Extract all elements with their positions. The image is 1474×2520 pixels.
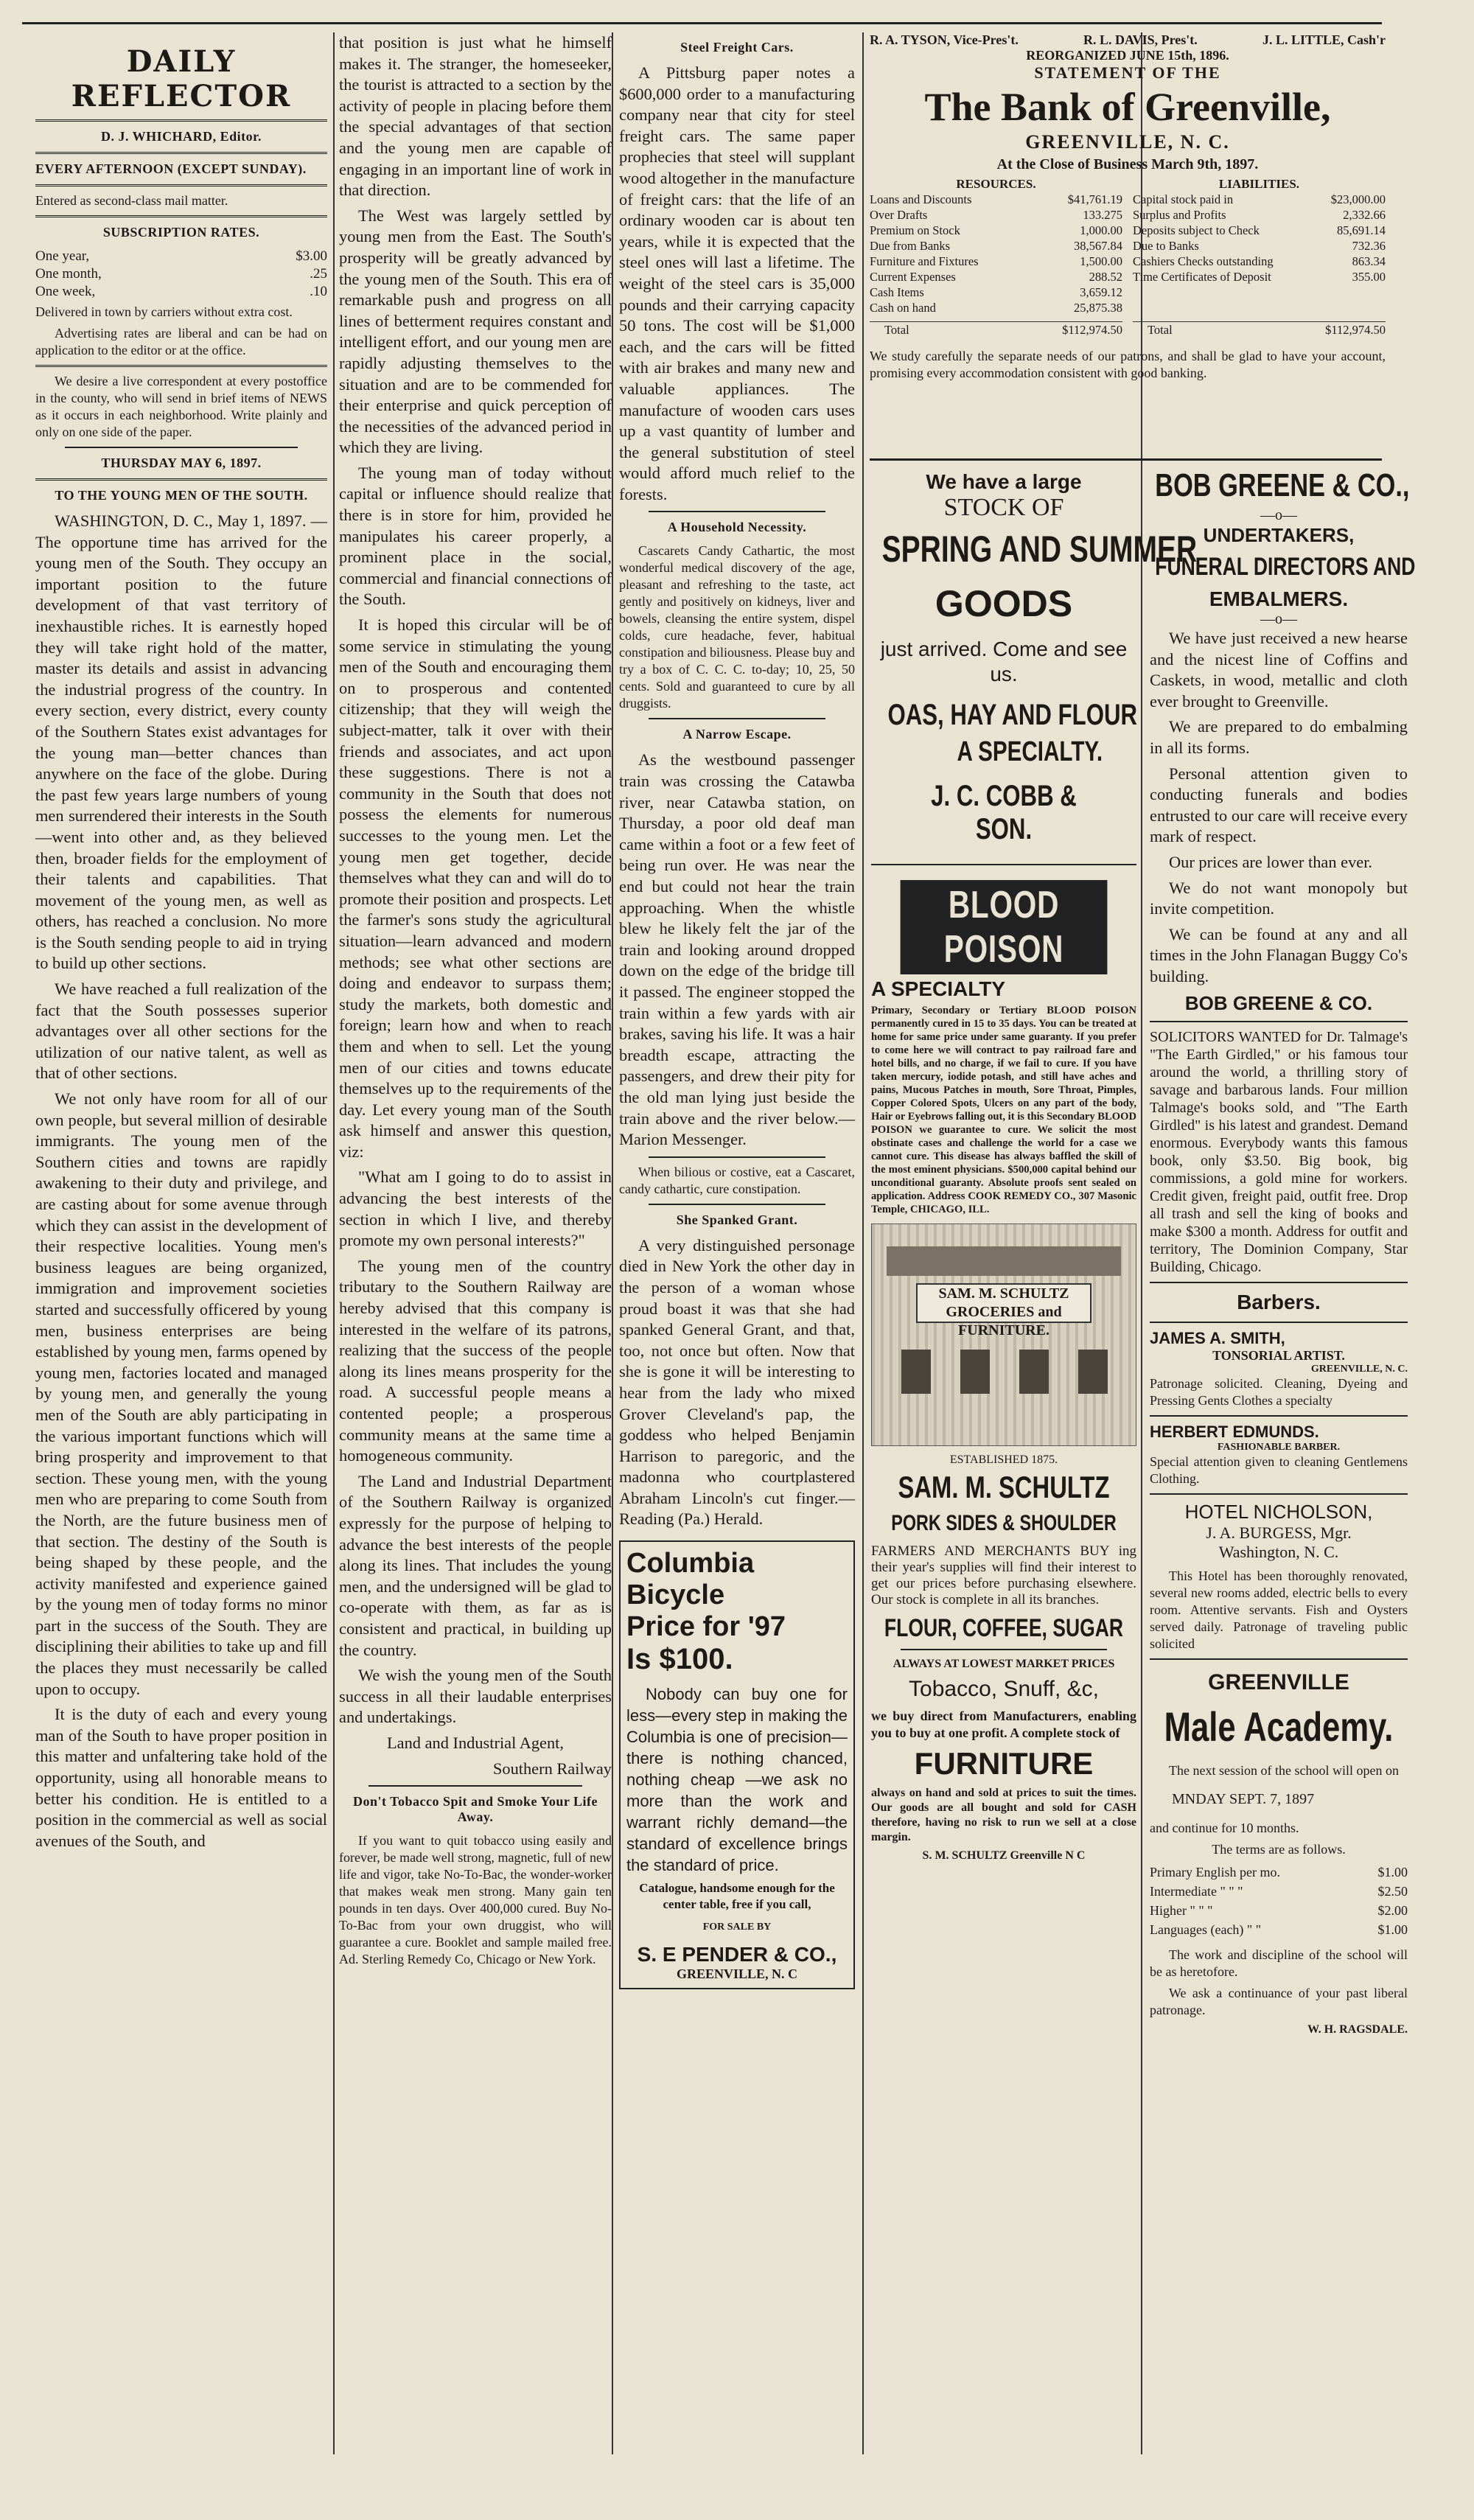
- edmunds-body: Special attention given to cleaning Gentlemens Clothing.: [1150, 1453, 1408, 1486]
- divider: [1150, 1021, 1408, 1022]
- greene-sub: FUNERAL DIRECTORS AND: [1155, 553, 1416, 581]
- edmunds-title: FASHIONABLE BARBER.: [1217, 1441, 1341, 1453]
- rate-row: One month, .25: [35, 266, 327, 282]
- bicycle-title: Columbia Bicycle: [626, 1548, 755, 1611]
- liabilities-table: [1133, 176, 1386, 338]
- schultz-furniture: FURNITURE: [914, 1746, 1094, 1781]
- schultz-always: ALWAYS AT LOWEST MARKET PRICES: [893, 1658, 1115, 1670]
- signature-line: Land and Industrial Agent,: [386, 1733, 565, 1752]
- article-paragraph: The West was largely settled by young men from the East. The South's prosperity will be greatly advanced by the young men of the South. This era of remarkable push and progress on all lines of betterment requires constant and intelligent effort, and our young men are rapidly adjusting themselves to the situation and are to be commended for their enterprise and quick perception of the necessities of the advanced period in which they are living.: [339, 206, 612, 457]
- divider: [35, 152, 327, 154]
- academy-date: MNDAY SEPT. 7, 1897: [1172, 1790, 1315, 1807]
- rates-heading: SUBSCRIPTION RATES.: [102, 225, 260, 240]
- schultz-direct: we buy direct from Manufacturers, enabling you to buy at one profit. A complete stock of: [871, 1708, 1136, 1740]
- academy-continue: and continue for 10 months.: [1150, 1820, 1299, 1835]
- column-2: [339, 32, 612, 2454]
- smith-title: TONSORIAL ARTIST.: [1212, 1347, 1345, 1363]
- blood-poison-ad: [871, 880, 1136, 1216]
- cobb-line: SPRING AND SUMMER: [881, 528, 1198, 570]
- ledger-row: Loans and Discounts $41,761.19: [870, 192, 1122, 206]
- bank-notice: We study carefully the separate needs of our patrons, and shall be glad to have your account, promising every accommodation consistent with good banking.: [870, 349, 1386, 380]
- divider: [1150, 1415, 1408, 1417]
- greene-paragraph: We can be found at any and all times in the John Flanagan Buggy Co's building.: [1150, 924, 1408, 985]
- column-4: [871, 464, 1198, 2454]
- article-paragraph: A Pittsburg paper notes a $600,000 order to a manufacturing company near that city for steel freight cars. The same paper prophecies that steel will supplant wood altogether in the manufacture of freight cars: that the life of an ordinary wooden car is about ten years, while it is expected that the steel ones will last a lifetime. The weight of the steel cars is 35,000 pounds and their carrying capacity 50 tons. The cost will be $1,000 each, and the cars will be fitted with air brakes and many new and valuable appliances. The manufacture of wooden cars uses up a vast quantity of lumber and the general substitution of steel would afford much relief to the forests.: [619, 63, 855, 503]
- bicycle-is: Is: [626, 1643, 652, 1676]
- article-paragraph: The Land and Industrial Department of the Southern Railway is organized expressly for the purpose of helping to advance the best interests of the people along its lines. That includes the young men, and the undersigned will be glad to co-operate with them, as far as is consistent and practical, in building up the country.: [339, 1471, 612, 1659]
- column-5: BOB GREENE & CO., —o— UNDERTAKERS, FUNERAL DIRECTORS AND EMBALMERS. —o— We have just received a new hearse and the nicest line of Coffins and Caskets, in wood, metallic and cloth ever brought to Greenville. We are prepared to do embalming in all its forms. Personal attention given to conducting funerals and bodies entrusted to our care will receive every mark of respect. Our prices are lower than ever. We do not want monopoly but invite competition. We can be found at any and all times in the John Flanagan Buggy Co's building. BOB GREENE & CO. SOLICITORS WANTED for Dr. Talmage's "The Earth Girdled," or his famous tour around the world, a thrilling story of savage and barbarous lands. Four million Talmage's books sold, and "The Earth Girdled" is his latest and grandest. Demand enormous. Everybody wants this famous book, only $3.50. Big book, big commissions, a gold mine for workers. Credit given, freight paid, outfit free. Drop all trash and sell the king of books and make $300 a month. Address for outfit and territory, The Dominion Company, Star Building, Chicago. Barbers. JAMES A. SMITH, TONSORIAL ARTIST. GREENVILLE, N. C. Patronage solicited. Cleaning, Dyeing and Pressing Gents Clothes a specialty HERBERT EDMUNDS. FASHIONABLE BARBER. Special attention given to cleaning Gentlemens Clothing. HOTEL NICHOLSON, J. A. BURGESS, Mgr. Washington, N. C. This Hotel has been thoroughly renovated, several new rooms added, electric bells to every room. Attentive servants. Fish and Oysters served daily. Patronage of traveling public solicited GREENVILLE Male Academy. The next session of the school will open on MNDAY SEPT. 7, 1897 and continue for 10 months. The terms are as follows. Primary English per mo. $1.00 Intermediate " " " $2.50 Higher " " " $2.00 Languages (each) " " $1.00 The work and discipline of the school will be as heretofore. We ask a continuance of your past liberal patronage. W. H. RAGSDALE.: [1150, 467, 1416, 2036]
- bank-vice-president: R. A. TYSON, Vice-Pres't.: [870, 32, 1019, 47]
- bank-ledger: [870, 176, 1386, 338]
- divider: [368, 1785, 582, 1787]
- correspondent-note: We desire a live correspondent at every postoffice in the county, who will send in brief items of NEWS as it occurs in each neighborhood. Write plainly and only on one side of the paper.: [35, 374, 327, 439]
- article-paragraph: We wish the young men of the South success in all their laudable enterprises and undertakings.: [339, 1666, 612, 1727]
- blood-poison-body: Primary, Secondary or Tertiary BLOOD POISON permanently cured in 15 to 35 days. You can be treated at home for same price under same guaranty. If you prefer to come here we will contract to pay railroad fare and hotel bills, and no charge, if we fail to cure. If you have taken mercury, iodide potash, and still have aches and pains, Mucous Patches in mouth, Sore Throat, Pimples, Copper Colored Spots, Ulcers on any part of the body, Hair or Eyebrows falling out, it is this Secondary BLOOD POISON we guarantee to cure. We solicit the most obstinate cases and challenge the world for a case we cannot cure. This disease has always baffled the skill of the most eminent physicians. $500,000 capital behind our unconditional guaranty. Absolute proofs sent sealed on application. Address COOK REMEDY CO., 307 Masonic Temple, CHICAGO, ILL.: [871, 1005, 1137, 1215]
- cobb-line: We have a large: [926, 470, 1082, 493]
- smith-body: Patronage solicited. Cleaning, Dyeing and Pressing Gents Clothes a specialty: [1150, 1375, 1408, 1408]
- cobb-line: GOODS: [935, 583, 1073, 624]
- schedule-line: EVERY AFTERNOON (EXCEPT SUNDAY).: [35, 161, 307, 176]
- top-rule: [22, 22, 1382, 24]
- divider: [65, 447, 298, 448]
- smith-town: GREENVILLE, N. C.: [1310, 1363, 1408, 1375]
- bank-statement-label: STATEMENT OF THE: [1034, 63, 1221, 82]
- bank-name: The Bank of Greenville,: [924, 85, 1331, 129]
- divider: [649, 718, 825, 719]
- bicycle-sale-label: FOR SALE BY: [702, 1922, 772, 1933]
- advertising-note: Advertising rates are liberal and can be had on application to the editor or at the office.: [35, 326, 327, 357]
- solicitors-ad: SOLICITORS WANTED for Dr. Talmage's "The Earth Girdled," or his famous tour around the world, a thrilling story of savage and barbarous lands. Four million Talmage's books sold, and "The Earth Girdled" is his latest and grandest. Demand enormous. Everybody wants this famous book, only $3.50. Big book, big commissions, a gold mine for workers. Credit given, freight paid, outfit free. Drop all trash and sell the king of books and make $300 a month. Address for outfit and territory, The Dominion Company, Star Building, Chicago.: [1150, 1028, 1408, 1275]
- bank-city: GREENVILLE, N. C.: [1025, 131, 1230, 153]
- bicycle-catalogue: Catalogue, handsome enough for the center table, free if you call,: [639, 1881, 835, 1912]
- cobb-line: just arrived. Come and see us.: [880, 638, 1128, 685]
- article-paragraph: As the westbound passenger train was crossing the Catawba river, near Catawba station, on Thursday, a poor old deaf man came within a foot or a few feet of being run over. He was near the end but could not hear the train approaching. When the whistle blew he likely felt the jar of the train and looking around dropped down on the edge of the bridge till it passed. The engineer stopped the train within a few yards with air brakes, saving his life. It was a hair breadth escape, attracting the passengers, and drew their pity for the old man lying just beside the train above and the river below.—Marion Messenger.: [619, 750, 855, 1149]
- greene-title: BOB GREENE & CO.,: [1155, 467, 1410, 503]
- bicycle-ad: [619, 1540, 855, 1989]
- article-paragraph: We not only have room for all of our own people, but several million of desirable immigrants. The young men of the Southern cities and towns are rapidly awakening to their duty and privilege, and are casting about for some avenue through which they can assist in the development of their respective localities. Young men's business leagues are being organized, immigration and improvement societies started and successfully officered by young men, business enterprises are being established by young men, farms opened by young men, factories located and managed by young men, and generally the young men of the South are ably participating in the various important functions which will bring prosperity and improvement to that section. These young men, with the young men who are preparing to come South from the North, are the future business men of that section. The destiny of the South is being shaped by these people, and the activity manifested and experience gained by the young men of today forms no minor part in the success of the South. They are disciplining their abilities to take up and fill the places they must necessarily be called upon to occupy.: [35, 1089, 327, 1698]
- greene-paragraph: Personal attention given to conducting funerals and bodies entrusted to our care will receive every mark of respect.: [1150, 764, 1408, 846]
- academy-terms-heading: The terms are as follows.: [1212, 1841, 1346, 1857]
- divider: [35, 478, 327, 481]
- rate-row: One year, $3.00: [35, 248, 327, 264]
- academy-sign: W. H. RAGSDALE.: [1307, 2022, 1408, 2036]
- store-sign: SAM. M. SCHULTZ GROCERIES and FURNITURE.: [916, 1283, 1091, 1323]
- schultz-signoff: S. M. SCHULTZ Greenville N C: [922, 1849, 1086, 1862]
- divider: [649, 1204, 825, 1205]
- greene-sub: UNDERTAKERS,: [1203, 524, 1355, 546]
- rate-row: One week, .10: [35, 284, 327, 299]
- delivery-note: Delivered in town by carriers without extra cost.: [35, 304, 293, 319]
- bicycle-dealer: S. E PENDER & CO.,: [637, 1942, 837, 1966]
- ledger-row: Time Certificates of Deposit 355.00: [1133, 270, 1386, 284]
- hotel-town: Washington, N. C.: [1218, 1542, 1339, 1561]
- divider: [35, 119, 327, 122]
- academy-name: Male Academy.: [1164, 1703, 1394, 1750]
- academy-ask: We ask a continuance of your past liberal patronage.: [1150, 1985, 1408, 2017]
- article-heading-steel: Steel Freight Cars.: [680, 40, 794, 55]
- article-paragraph: If you want to quit tobacco using easily and forever, be made well strong, magnetic, full of new life and vigor, take No-To-Bac, the wonder-worker that makes weak men strong. Many gain ten pounds in ten days. Over 400,000 cured. Buy No-To-Bac from your own druggist, who will guarantee a cure. Booklet and sample mailed free. Ad. Sterling Remedy Co, Chicago or New York.: [339, 1833, 612, 1967]
- divider: [35, 184, 327, 186]
- column-divider: [333, 32, 335, 2454]
- bank-reorganized: REORGANIZED JUNE 15th, 1896.: [1026, 48, 1229, 63]
- article-paragraph: Cascarets Candy Cathartic, the most wonderful medical discovery of the age, pleasant and refreshing to the taste, act gently and positively on kidneys, liver and bowels, cleansing the entire system, dispel colds, cure headache, fever, habitual constipation and biliousness. Please buy and try a box of C. C. C. to-day; 10, 25, 50 cents. Sold and guaranteed to cure by all druggists.: [619, 543, 855, 711]
- cobb-line: A SPECIALTY.: [957, 736, 1103, 767]
- cobb-line: OAS, HAY AND FLOUR: [887, 699, 1138, 731]
- divider: [35, 215, 327, 217]
- academy-session: The next session of the school will open on: [1169, 1762, 1399, 1778]
- schultz-pork: PORK SIDES & SHOULDER: [891, 1511, 1117, 1535]
- article-paragraph: The young man of today without capital or influence should realize that there is in store for him, provided he manipulates his career properly, a prominent place in the social, commercial and financial connections of the South.: [339, 463, 612, 609]
- ledger-row: Cash on hand 25,875.38: [870, 301, 1122, 315]
- bicycle-price: $100.: [659, 1643, 733, 1676]
- divider: [901, 1649, 1107, 1650]
- schultz-hand: always on hand and sold at prices to suit the times. Our goods are all bought and sold for CASH therefore, having no risk to run we sell at a close margin.: [871, 1787, 1136, 1843]
- newspaper-page: [22, 22, 1416, 2454]
- greene-paragraph: Our prices are lower than ever.: [1169, 852, 1373, 871]
- article-heading-tobacco: Don't Tobacco Spit and Smoke Your Life Away.: [352, 1794, 598, 1825]
- bank-cashier: J. L. LITTLE, Cash'r: [1262, 32, 1386, 47]
- ledger-row: Due from Banks 38,567.84: [870, 239, 1122, 253]
- greene-sub: EMBALMERS.: [1209, 587, 1349, 610]
- ledger-row: Premium on Stock 1,000.00: [870, 223, 1122, 237]
- hotel-body: This Hotel has been thoroughly renovated, several new rooms added, electric bells to every room. Attentive servants. Fish and Oysters served daily. Patronage of traveling public solicited: [1150, 1568, 1408, 1651]
- bicycle-body: Nobody can buy one for less—every step in making the Columbia is one of precision—there is nothing chanced, nothing cheap —we ask no more than the work and warrant richly demand—the standard of excellence brings the standard of price.: [626, 1685, 848, 1875]
- entry-line: Entered as second-class mail matter.: [35, 193, 228, 208]
- signature-line: Southern Railway: [492, 1759, 612, 1778]
- bank-president: R. L. DAVIS, Pres't.: [1083, 32, 1198, 47]
- barbers-heading: Barbers.: [1237, 1290, 1321, 1313]
- hotel-name: HOTEL NICHOLSON,: [1184, 1500, 1373, 1523]
- ledger-row: Cashiers Checks outstanding 863.34: [1133, 254, 1386, 268]
- divider: [1150, 1322, 1408, 1323]
- ledger-total: Total $112,974.50: [1133, 321, 1386, 338]
- greene-sign: BOB GREENE & CO.: [1184, 991, 1373, 1014]
- term-row: Primary English per mo. $1.00: [1150, 1864, 1408, 1879]
- bicycle-price-line: Price for '97: [626, 1611, 786, 1643]
- ledger-row: Over Drafts 133.275: [870, 208, 1122, 222]
- resources-table: [870, 176, 1122, 338]
- article-paragraph: It is the duty of each and every young man of the South to have proper position in this matter and unfaltering take hold of the opportunity, using all honorable means to better his condition. He is entitled to a position in the commercial as well as social avenues of the South, and: [35, 1705, 327, 1850]
- schultz-flour: FLOUR, COFFEE, SUGAR: [884, 1614, 1124, 1642]
- liabilities-heading: LIABILITIES.: [1218, 177, 1300, 191]
- term-row: Higher " " " $2.00: [1150, 1902, 1408, 1918]
- divider: [870, 458, 1382, 461]
- article-paragraph: It is hoped this circular will be of some service in stimulating the young men of the South and encouraging them on to prosperous and contented citizenship; that they will weigh the subject-matter, talk it over with their friends and associates, and act upon these suggestions. There is not a community in the South that does not possess the elements for numerous successes to the young men. Let the young men get together, decide themselves what they can and will do to promote their position and prospects. Let the farmer's sons study the agricultural situation—learn advanced and modern methods; see what other sections are doing and endeavor to surpass them; study the markets, both domestic and foreign; learn how and when to reach them and when to sell. Let the young men of our cities and towns educate themselves up to the requirements of the day. Let every young man of the South ask himself and answer this question, viz:: [339, 615, 612, 1161]
- bicycle-town: GREENVILLE, N. C: [676, 1966, 798, 1981]
- article-heading-household: A Household Necessity.: [667, 520, 807, 535]
- academy-greenville: GREENVILLE: [1208, 1669, 1349, 1694]
- blood-poison-subtitle: A SPECIALTY: [871, 977, 1006, 1000]
- divider: [35, 365, 327, 367]
- cobb-ad: [871, 464, 1198, 865]
- ledger-row: Cash Items 3,659.12: [870, 285, 1122, 299]
- column-divider: [862, 32, 864, 2454]
- smith-name: JAMES A. SMITH,: [1150, 1328, 1285, 1347]
- article-paragraph: A very distinguished personage died in New York the other day in the person of a woman whose proud boast it was that she had spanked General Grant, and that, too, not once but often. Now that she is gone it will be interesting to hear from the lady who mixed Grover Cleveland's pap, the goddess who helped Benjamin Harrison to paregoric, and the madonna who courtplastered Abraham Lincoln's cut finger.—Reading (Pa.) Herald.: [619, 1235, 855, 1529]
- article-paragraph: that position is just what he himself makes it. The stranger, the homeseeker, the tourist is attracted to a section by the activity of people in placing before them the special advantages of that section and the young men are capable of engaging in an important line of work in that direction.: [339, 33, 612, 200]
- greene-paragraph: We do not want monopoly but invite competition.: [1150, 878, 1408, 918]
- divider: [1150, 1282, 1408, 1283]
- schultz-name: SAM. M. SCHULTZ: [898, 1470, 1110, 1504]
- divider: [1150, 1658, 1408, 1660]
- schultz-tobacco: Tobacco, Snuff, &c,: [909, 1677, 1099, 1701]
- ledger-total: Total $112,974.50: [870, 321, 1122, 338]
- article-heading-grant: She Spanked Grant.: [676, 1212, 798, 1227]
- term-row: Intermediate " " " $2.50: [1150, 1883, 1408, 1899]
- edmunds-name: HERBERT EDMUNDS.: [1150, 1422, 1319, 1441]
- academy-discipline: The work and discipline of the school will be as heretofore.: [1150, 1947, 1408, 1979]
- ledger-row: Deposits subject to Check 85,691.14: [1133, 223, 1386, 237]
- schultz-established: ESTABLISHED 1875.: [949, 1453, 1058, 1466]
- bank-statement: [870, 32, 1386, 445]
- cascaret-note: When bilious or costive, eat a Cascaret, candy cathartic, cure constipation.: [619, 1164, 855, 1196]
- ledger-row: Current Expenses 288.52: [870, 270, 1122, 284]
- ledger-row: Furniture and Fixtures 1,500.00: [870, 254, 1122, 268]
- article-paragraph: "What am I going to do to assist in advancing the best interests of the section in which I live, and thereby promote my own personal interests?": [339, 1167, 612, 1250]
- bank-close-date: At the Close of Business March 9th, 1897.: [996, 156, 1259, 172]
- article-paragraph: The young men of the country tributary to the Southern Railway are hereby advised that this company is interested in the welfare of its patrons, realizing that the success of the people along its lines means prosperity for the road. A successful people means a contented people; a prosperous community means at the same time a homogeneous community.: [339, 1256, 612, 1465]
- resources-heading: RESOURCES.: [956, 177, 1036, 191]
- ledger-row: Surplus and Profits 2,332.66: [1133, 208, 1386, 222]
- masthead-title: DAILY REFLECTOR: [71, 44, 292, 114]
- greene-paragraph: We have just received a new hearse and the nicest line of Coffins and Caskets, in wood, metallic and cloth ever brought to Greenville.: [1150, 629, 1408, 711]
- blood-poison-title: BLOOD POISON: [901, 880, 1108, 974]
- bank-officers: [870, 32, 1386, 48]
- academy-terms: [1150, 1863, 1408, 1939]
- article-heading-young-men: TO THE YOUNG MEN OF THE SOUTH.: [55, 488, 308, 503]
- divider: [649, 1156, 825, 1158]
- greene-paragraph: We are prepared to do embalming in all its forms.: [1150, 717, 1408, 757]
- rates-list: [35, 248, 327, 301]
- ledger-row: Capital stock paid in $23,000.00: [1133, 192, 1386, 206]
- editor-line: D. J. WHICHARD, Editor.: [100, 129, 262, 144]
- divider: [649, 511, 825, 512]
- hotel-manager: J. A. BURGESS, Mgr.: [1206, 1523, 1352, 1542]
- schultz-farmers: FARMERS AND MERCHANTS BUY ing their year's supplies will find their interest to get our prices before purchasing elsewhere. Our stock is complete in all its branches.: [871, 1543, 1136, 1608]
- column-3: [612, 32, 862, 2454]
- term-row: Languages (each) " " $1.00: [1150, 1922, 1408, 1937]
- cobb-line: J. C. COBB & SON.: [931, 780, 1077, 845]
- cobb-line: STOCK OF: [943, 494, 1064, 521]
- column-1: [35, 32, 327, 2454]
- article-paragraph: We have reached a full realization of the fact that the South possesses superior advantages over all other sections for the utilization of our native talent, as well as that of other sections.: [35, 980, 327, 1083]
- divider: [1150, 1493, 1408, 1495]
- ledger-row: Due to Banks 732.36: [1133, 239, 1386, 253]
- article-paragraph: WASHINGTON, D. C., May 1, 1897. —The opportune time has arrived for the young men of the South. They occupy an important position to the future development of that vast territory of inexhaustible riches. It is earnestly hoped they will take right hold of the matter, master its details and assist in advancing the industrial progress of the country. In every section, every district, every county of the Southern States exist advantages for the young man—better chances than anywhere on the face of the globe. During the past few years large numbers of young men surrendered their interests in the South—went into other and, as they believed then, broader fields for the employment of their talents and capabilities. That movement of the young men, as well as others, has reached a conclusion. No more is the South sending people to aid in trying to build up other sections.: [35, 512, 327, 973]
- article-heading-escape: A Narrow Escape.: [682, 727, 792, 742]
- store-engraving: [871, 1224, 1136, 1446]
- issue-date: THURSDAY MAY 6, 1897.: [101, 456, 262, 470]
